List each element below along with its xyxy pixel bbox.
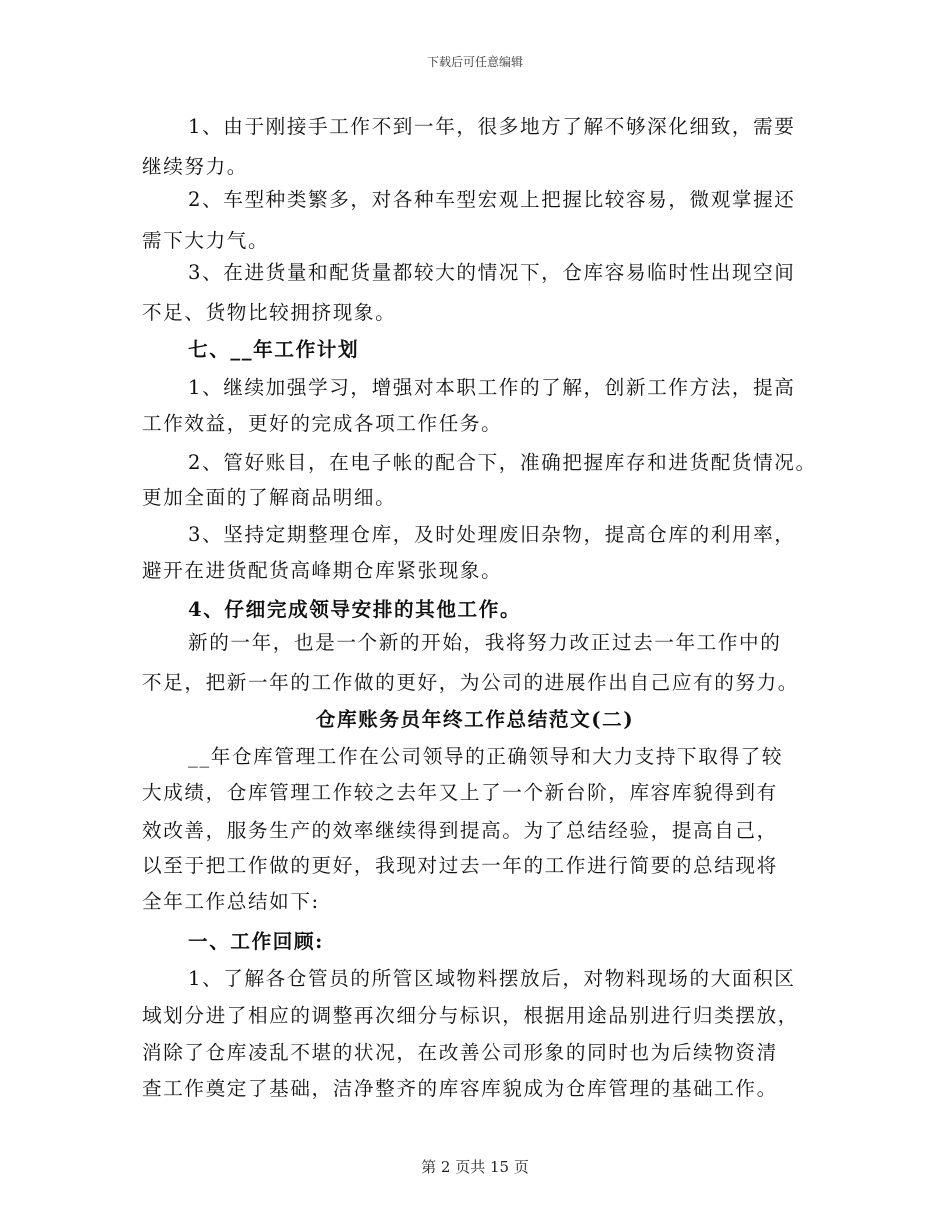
paragraph-line: 查工作奠定了基础，洁净整齐的库容库貌成为仓库管理的基础工作。 [142, 1077, 778, 1100]
paragraph-line: 2、管好账目，在电子帐的配合下，准确把握库存和进货配货情况。 [188, 451, 817, 474]
paragraph-line: 不足、货物比较拥挤现象。 [142, 301, 397, 324]
paragraph-line: 2、车型种类繁多，对各种车型宏观上把握比较容易，微观掌握还 [188, 188, 796, 211]
paragraph-line: 消除了仓库凌乱不堪的状况，在改善公司形象的同时也为后续物资清 [142, 1041, 778, 1064]
section-heading: 一、工作回顾: [188, 930, 324, 953]
section-heading: 4、仔细完成领导安排的其他工作。 [188, 598, 522, 621]
paragraph-line: 不足，把新一年的工作做的更好，为公司的进展作出自己应有的努力。 [142, 671, 800, 694]
paragraph-line: 继续努力。 [142, 155, 248, 178]
section-heading: 七、__年工作计划 [188, 338, 360, 361]
page-footer: 第 2 页共 15 页 [421, 1158, 529, 1176]
paragraph-line: 以至于把工作做的更好，我现对过去一年的工作进行简要的总结现将 [142, 854, 778, 877]
paragraph-line: 1、了解各仓管员的所管区域物料摆放后，对物料现场的大面积区 [188, 967, 796, 990]
paragraph-line: 1、由于刚接手工作不到一年，很多地方了解不够深化细致，需要 [188, 115, 796, 138]
page-header: 下载后可任意编辑 [426, 55, 523, 69]
section-title: 仓库账务员年终工作总结范文(二) [315, 708, 635, 731]
paragraph-line: 3、坚持定期整理仓库，及时处理废旧杂物，提高仓库的利用率， [188, 523, 796, 546]
paragraph-line: 工作效益，更好的完成各项工作任务。 [142, 412, 503, 435]
paragraph-line: 域划分进了相应的调整再次细分与标识，根据用途品别进行归类摆放， [142, 1004, 800, 1027]
paragraph-line: 更加全面的了解商品明细。 [142, 486, 397, 509]
paragraph-line: 避开在进货配货高峰期仓库紧张现象。 [142, 559, 503, 582]
paragraph-line: 全年工作总结如下: [142, 890, 320, 913]
paragraph-line: 新的一年，也是一个新的开始，我将努力改正过去一年工作中的 [188, 631, 782, 654]
paragraph-line: 3、在进货量和配货量都较大的情况下，仓库容易临时性出现空间 [188, 261, 796, 284]
paragraph-line: 大成绩，仓库管理工作较之去年又上了一个新台阶，库容库貌得到有 [142, 781, 778, 804]
paragraph-line: 需下大力气。 [142, 229, 270, 252]
paragraph-line: 1、继续加强学习，增强对本职工作的了解，创新工作方法，提高 [188, 376, 796, 399]
paragraph-line: 效改善，服务生产的效率继续得到提高。为了总结经验，提高自己， [142, 819, 778, 842]
paragraph-line: __年仓库管理工作在公司领导的正确领导和大力支持下取得了较 [188, 745, 784, 768]
